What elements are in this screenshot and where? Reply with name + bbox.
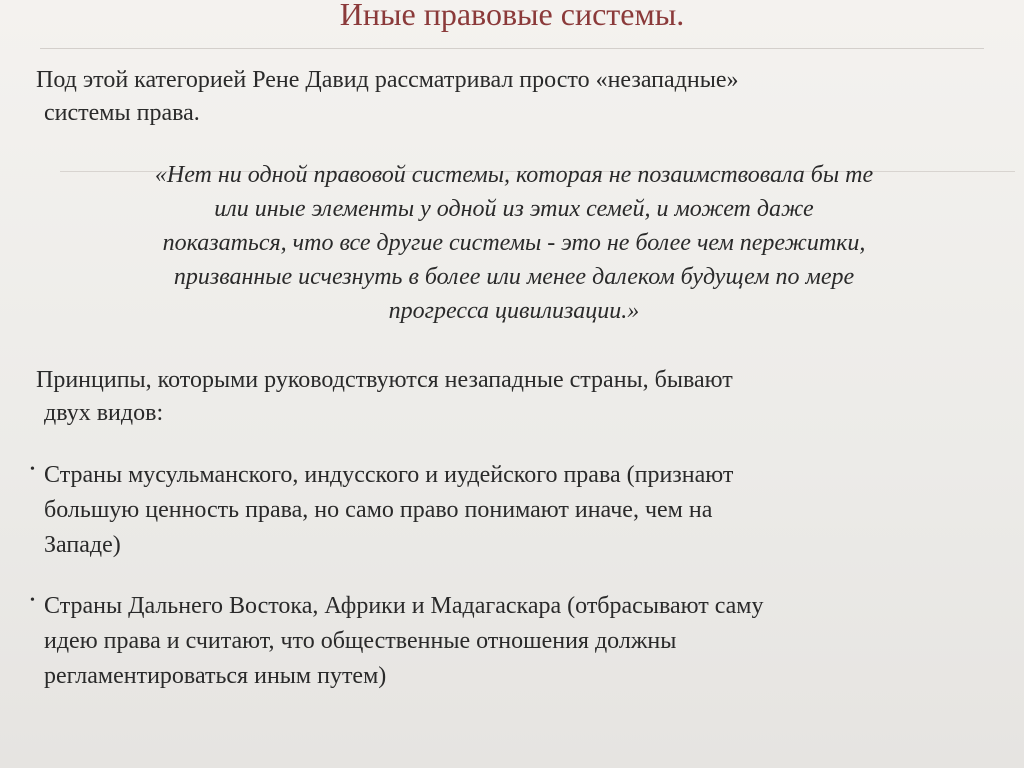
bullet-marker: • bbox=[30, 593, 35, 608]
bullet-line-1: Страны Дальнего Востока, Африки и Мадагаскара (отбрасывают саму bbox=[44, 593, 764, 619]
quote-line-1: «Нет ни одной правовой системы, которая не позаимствовала бы те bbox=[154, 162, 874, 188]
david-quote bbox=[36, 158, 992, 328]
bullet-item bbox=[30, 458, 990, 563]
bullet-item bbox=[30, 589, 990, 694]
bullet-line-1: Страны мусульманского, индусского и иудейского права (признают bbox=[44, 462, 734, 488]
intro-line-2: системы права. bbox=[44, 100, 200, 126]
bullet-line-3: Западе) bbox=[44, 532, 121, 558]
principles-paragraph bbox=[36, 364, 996, 430]
bullet-line-3: регламентироваться иным путем) bbox=[44, 663, 387, 689]
intro-line-1: Под этой категорией Рене Давид рассматривал просто «незападные» bbox=[36, 67, 739, 93]
principles-line-1: Принципы, которыми руководствуются незападные страны, бывают bbox=[36, 367, 733, 393]
quote-line-2: или иные элементы у одной из этих семей, и может даже bbox=[214, 196, 814, 222]
intro-paragraph bbox=[36, 64, 996, 130]
slide-title: Иные правовые системы. bbox=[339, 0, 685, 32]
quote-line-4: призванные исчезнуть в более или менее далеком будущем по мере bbox=[173, 264, 855, 290]
quote-line-5: прогресса цивилизации.» bbox=[388, 298, 640, 324]
bullet-marker: • bbox=[30, 462, 35, 477]
bullet-line-2: большую ценность права, но само право понимают иначе, чем на bbox=[44, 497, 713, 523]
principles-line-2: двух видов: bbox=[44, 400, 164, 426]
title-divider bbox=[40, 48, 984, 49]
quote-line-3: показаться, что все другие системы - это не более чем пережитки, bbox=[162, 230, 866, 256]
bullet-line-2: идею права и считают, что общественные отношения должны bbox=[44, 628, 677, 654]
